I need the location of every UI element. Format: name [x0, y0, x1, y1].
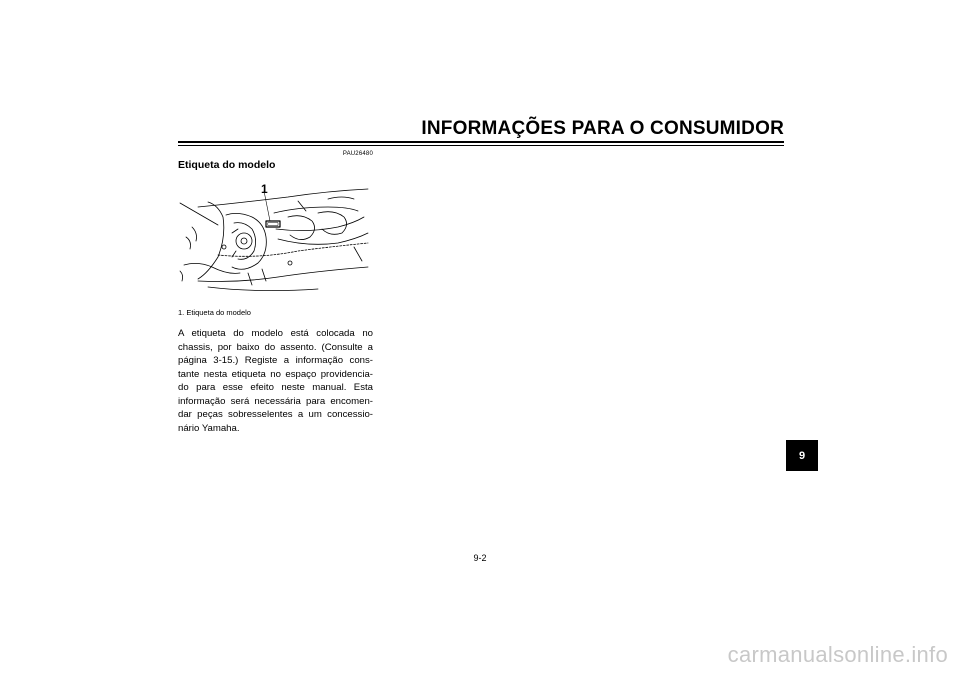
- watermark: carmanualsonline.info: [727, 642, 948, 667]
- section-code: PAU26480: [342, 151, 373, 157]
- scooter-frame-drawing: [178, 177, 373, 299]
- body-line: A etiqueta do modelo está colocada no: [178, 328, 373, 339]
- body-line: do para esse efeito neste manual. Esta: [178, 382, 373, 393]
- page-number: 9-2: [473, 553, 487, 563]
- body-line: página 3-15.) Registe a informação cons-: [178, 355, 373, 366]
- figure-callout-number: 1: [261, 182, 268, 196]
- header-rule-thin: [178, 145, 784, 146]
- figure-caption: 1. Etiqueta do modelo: [178, 308, 251, 317]
- body-paragraph: [178, 327, 373, 435]
- body-line: dar peças sobresselentes a um concessio-: [178, 409, 373, 420]
- content-column: [178, 150, 373, 435]
- body-line: tante nesta etiqueta no espaço providencia-: [178, 368, 373, 380]
- body-line: informação será necessária para encomen-: [178, 395, 373, 407]
- header-rule: [178, 141, 784, 143]
- body-line: chassis, por baixo do assento. (Consulte a: [178, 341, 373, 353]
- chapter-tab: 9: [786, 440, 818, 471]
- body-line: nário Yamaha.: [178, 422, 240, 434]
- section-title: Etiqueta do modelo: [178, 159, 276, 171]
- page-header-title: INFORMAÇÕES PARA O CONSUMIDOR: [421, 118, 784, 139]
- model-label-illustration: [178, 177, 373, 299]
